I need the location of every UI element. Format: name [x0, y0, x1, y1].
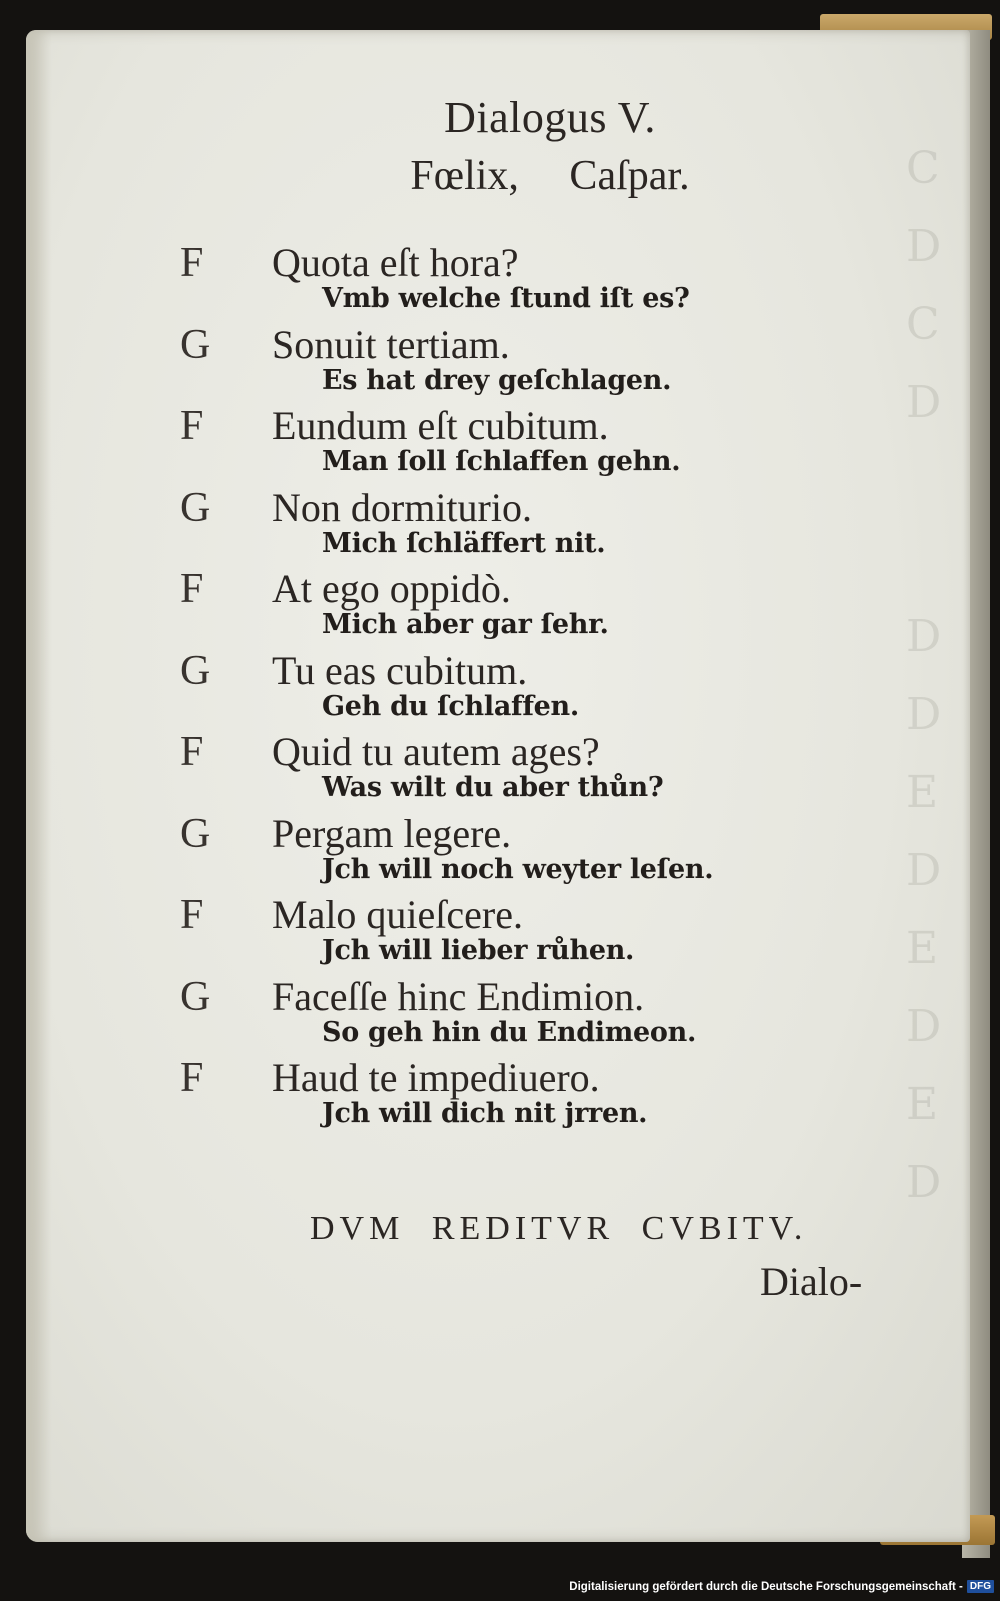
latin-line: At ego oppidò.: [272, 566, 511, 611]
german-translation: Man ſoll ſchlaffen gehn.: [322, 446, 681, 477]
german-translation: So geh hin du Endimeon.: [322, 1016, 697, 1048]
speaker-letter: G: [180, 484, 211, 531]
speaker-letter: G: [180, 973, 211, 1020]
page-title: Dialogus V.: [444, 93, 656, 142]
dialogue-turn: [180, 809, 900, 891]
latin-line: Pergam legere.: [272, 810, 512, 856]
german-translation: Es hat drey geſchlagen.: [322, 364, 672, 396]
german-translation: Mich aber gar ſehr.: [322, 609, 609, 640]
german-translation: Mich ſchläffert nit.: [322, 527, 606, 559]
dialogue-turn: [180, 890, 900, 972]
dialogue-turn: [180, 401, 900, 483]
latin-line: Quid tu autem ages?: [272, 729, 600, 774]
speaker-letter: G: [180, 810, 211, 857]
show-through-reverse-side: C D C D D D E D E D E D: [906, 143, 942, 1208]
latin-line: Tu eas cubitum.: [272, 647, 528, 693]
german-translation: Jch will noch weyter leſen.: [322, 853, 714, 885]
dialogue-turn: [180, 483, 900, 565]
page-gutter-shadow: [26, 30, 52, 1542]
latin-line: Non dormiturio.: [272, 484, 532, 530]
latin-line: Haud te impediuero.: [272, 1055, 600, 1100]
dialogue-turn: [180, 727, 900, 809]
dialogue-turn: [180, 646, 900, 728]
dialogue-list: [180, 238, 900, 1135]
dfg-logo-icon: DFG: [967, 1580, 994, 1593]
speaker-letter: G: [180, 321, 211, 368]
speaker-letter: F: [180, 403, 204, 449]
dialogue-turn: [180, 238, 900, 320]
credit-text: Digitalisierung gefördert durch die Deutsche Forschungsgemeinschaft -: [569, 1580, 963, 1593]
latin-line: Faceſſe hinc Endimion.: [272, 973, 645, 1019]
german-translation: Was wilt du aber thůn?: [322, 772, 664, 803]
dialogue-turn: [180, 564, 900, 646]
german-translation: Jch will dich nit jrren.: [322, 1098, 648, 1129]
speakers-heading: Fœlix, Caſpar.: [410, 153, 690, 199]
speaker-letter: G: [180, 647, 211, 694]
speaker-letter: F: [180, 729, 204, 775]
digitization-credit: [569, 1580, 994, 1593]
german-translation: Vmb welche ſtund iſt es?: [322, 283, 690, 314]
latin-line: Malo quieſcere.: [272, 892, 523, 937]
speaker-letter: F: [180, 892, 204, 938]
catchword: Dialo-: [760, 1259, 863, 1304]
latin-line: Eundum eſt cubitum.: [272, 403, 609, 448]
dialogue-turn: [180, 320, 900, 402]
speaker-letter: F: [180, 566, 204, 612]
german-translation: Jch will lieber růhen.: [322, 935, 635, 966]
german-translation: Geh du ſchlaffen.: [322, 690, 579, 722]
speaker-letter: F: [180, 1055, 204, 1101]
dialogue-turn: [180, 1053, 900, 1135]
latin-line: Quota eſt hora?: [272, 240, 519, 285]
dialogue-turn: [180, 972, 900, 1054]
closing-line: DVM REDITVR CVBITV.: [310, 1210, 808, 1247]
latin-line: Sonuit tertiam.: [272, 321, 510, 367]
speaker-letter: F: [180, 240, 204, 286]
